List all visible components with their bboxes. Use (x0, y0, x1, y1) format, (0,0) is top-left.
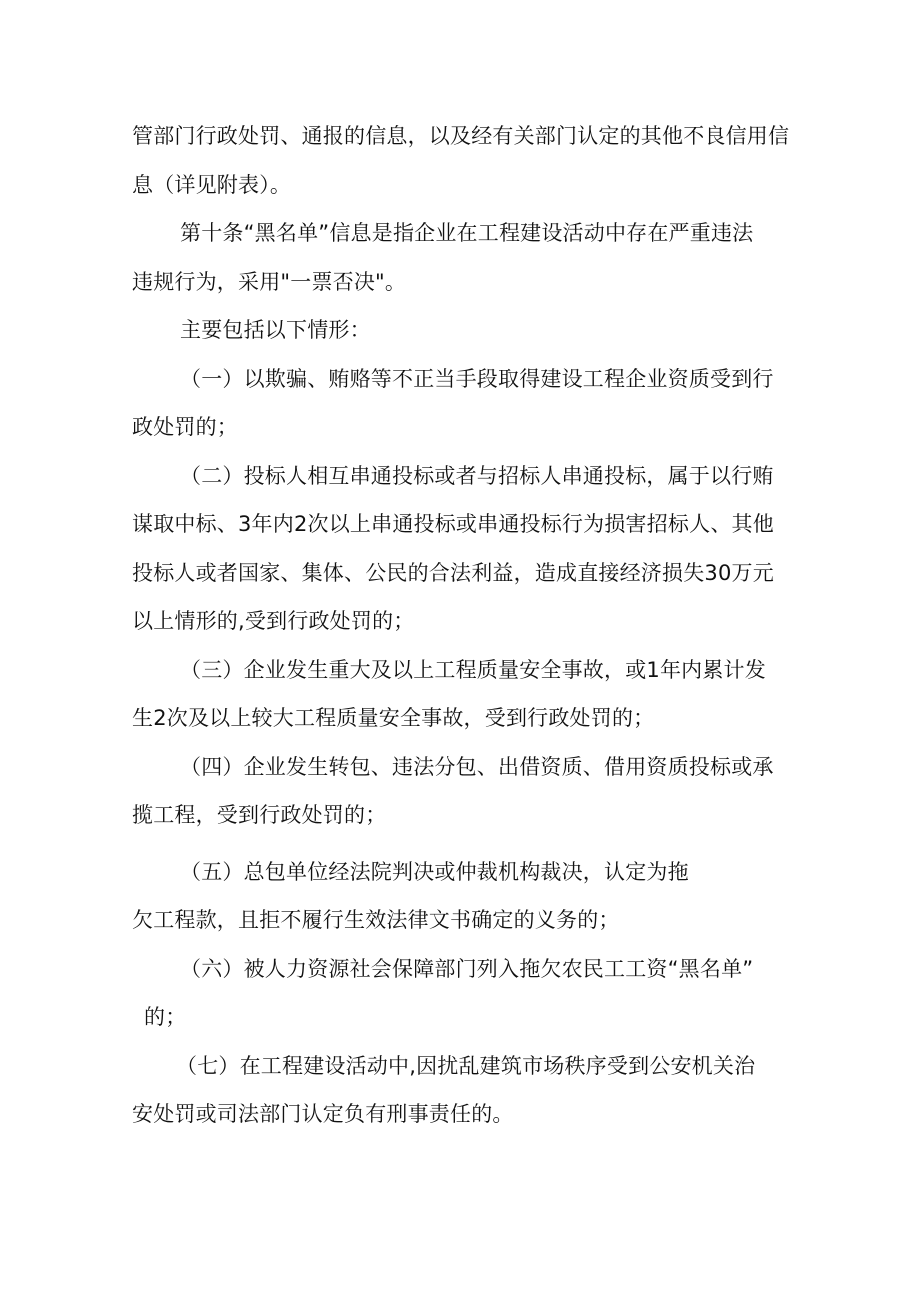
paragraph-line: 揽工程，受到行政处罚的； (132, 803, 387, 827)
paragraph-line: 违规行为，采用"一票否决"。 (132, 270, 407, 294)
list-item-4-line: （四）企业发生转包、违法分包、出借资质、借用资质投标或承 (180, 755, 774, 779)
list-item-5-line: （五）总包单位经法院判决或仲裁机构裁决，认定为拖 (180, 860, 689, 884)
list-item-7-line: （七）在工程建设活动中,因扰乱建筑市场秩序受到公安机关治 (176, 1054, 756, 1078)
article-10-heading-line: 第十条“黑名单”信息是指企业在工程建设活动中存在严重违法 (180, 221, 754, 245)
paragraph-line: 的； (144, 1005, 187, 1029)
list-intro-line: 主要包括以下情形： (180, 318, 371, 342)
paragraph-line: 安处罚或司法部门认定负有刑事责任的。 (132, 1102, 514, 1126)
paragraph-line: 以上情形的,受到行政处罚的； (132, 609, 415, 633)
paragraph-line: 息（详见附表）。 (132, 173, 292, 197)
paragraph-line: 管部门行政处罚、通报的信息，以及经有关部门认定的其他不良信用信 (132, 124, 790, 148)
paragraph-line: 欠工程款，且拒不履行生效法律文书确定的义务的； (132, 908, 620, 932)
paragraph-line: 投标人或者国家、集体、公民的合法利益，造成直接经济损失30万元 (132, 561, 774, 585)
paragraph-line: 生2次及以上较大工程质量安全事故，受到行政处罚的； (132, 706, 655, 730)
list-item-6-line: （六）被人力资源社会保障部门列入拖欠农民工工资“黑名单” (180, 957, 754, 981)
paragraph-line: 谋取中标、3年内2次以上串通投标或串通投标行为损害招标人、其他 (132, 512, 774, 536)
list-item-1-line: （一）以欺骗、贿赂等不正当手段取得建设工程企业资质受到行 (180, 367, 774, 391)
list-item-3-line: （三）企业发生重大及以上工程质量安全事故，或1年内累计发 (180, 658, 766, 682)
paragraph-line: 政处罚的； (132, 415, 238, 439)
list-item-2-line: （二）投标人相互串通投标或者与招标人串通投标，属于以行贿 (180, 464, 774, 488)
